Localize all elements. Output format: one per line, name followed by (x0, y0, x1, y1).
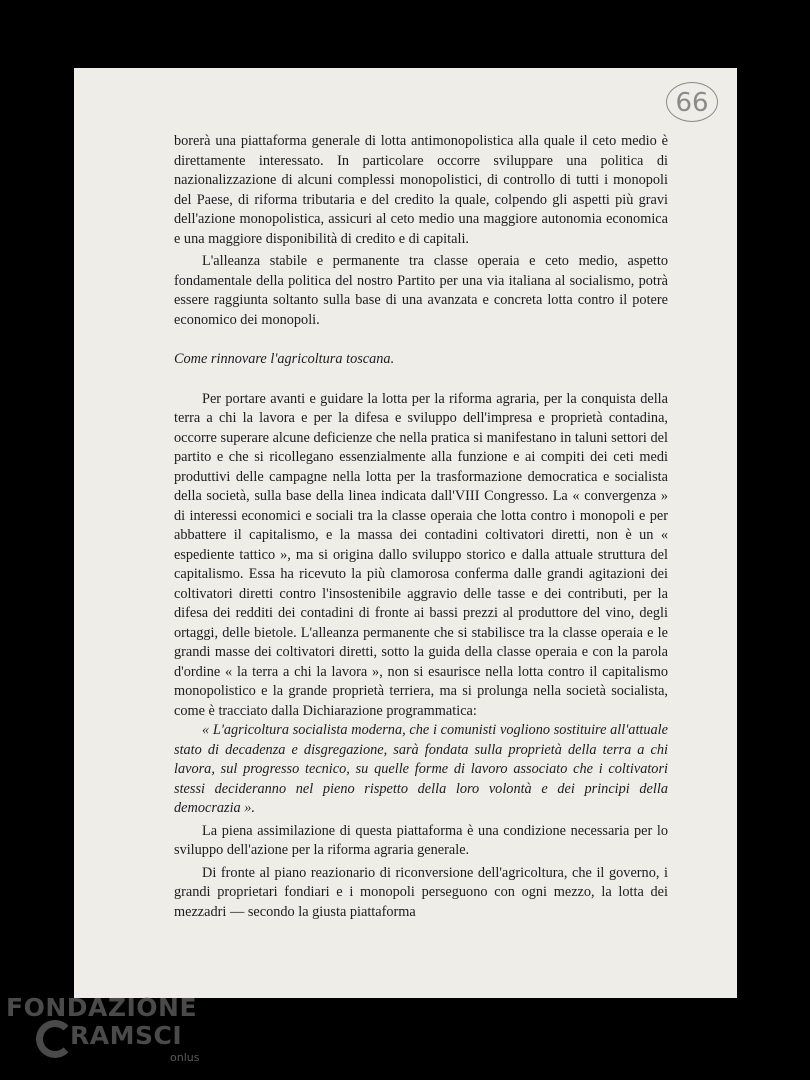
paragraph-4: La piena assimilazione di questa piattaforma è una condizione necessaria per lo sviluppo dell'azione per la riforma agraria generale. (174, 822, 668, 858)
fondazione-gramsci-logo (6, 993, 206, 1073)
quote-paragraph: « L'agricoltura socialista moderna, che i comunisti vogliono sostituire all'attuale stato di decadenza e disgregazione, sarà fondata sulla proprietà della terra a chi lavora, sul progresso tecnico, su quelle forme di lavoro associato che i coltivatori stessi decideranno nel pieno rispetto della loro volontà e dei principi della democrazia ». (174, 722, 668, 816)
document-page (74, 68, 737, 998)
logo-line-1: FONDAZIONE (6, 993, 198, 1022)
page-number: 66 (666, 82, 718, 122)
logo-g-icon (36, 1020, 74, 1058)
section-heading: Come rinnovare l'agricoltura toscana. (174, 351, 395, 367)
logo-line-2: RAMSCI (70, 1021, 183, 1050)
paragraph-1: borerà una piattaforma generale di lotta antimonopolistica alla quale il ceto medio è direttamente interessato. In particolare occorre sviluppare una politica di nazionalizzazione di alcuni complessi monopolistici, di controllo di tutti i monopoli del Paese, di riforma tributaria e del credito la quale, colpendo gli aspetti più gravi dell'azione monopolistica, assicuri al ceto medio una maggiore autonomia economica e una maggiore disponibilità di credito e di capitali. (174, 133, 668, 247)
logo-onlus: onlus (170, 1051, 200, 1064)
body-text (174, 132, 668, 922)
paragraph-5: Di fronte al piano reazionario di riconversione dell'agricoltura, che il governo, i grandi proprietari fondiari e i monopoli perseguono con ogni mezzo, la lotta dei mezzadri — secondo la giusta piattaforma (174, 864, 668, 920)
paragraph-3: Per portare avanti e guidare la lotta per la riforma agraria, per la conquista della terra a chi la lavora e per la difesa e sviluppo dell'impresa e proprietà contadina, occorre superare alcune deficienze che nella pratica si manifestano in taluni settori del partito e che si ricollegano essenzialmente alla funzione e ai compiti dei ceti medi produttivi delle campagne nella lotta per la trasformazione democratica e socialista della società, sulla base della linea indicata dall'VIII Congresso. La « convergenza » di interessi economici e sociali tra la classe operaia che lotta contro i monopoli e per abbattere il capitalismo, e la massa dei contadini coltivatori diretti, non è un « espediente tattico », ma si origina dallo sviluppo storico e dalla attuale struttura del capitalismo. Essa ha ricevuto la più clamorosa conferma dalle grandi agitazioni dei coltivatori diretti contro l'insostenibile aggravio delle tasse e dei contributi, per la difesa dei redditi dei contadini di fronte ai bassi prezzi al produttore del vino, degli ortaggi, delle bietole. L'alleanza permanente che si stabilisce tra la classe operaia e le grandi masse dei coltivatori diretti, sotto la guida della classe operaia e con la parola d'ordine « la terra a chi la lavora », non si esaurisce nella lotta contro il capitalismo monopolistico e la grande proprietà terriera, ma si prolunga nella società socialista, come è tracciato dalla Dichiarazione programmatica: (174, 390, 668, 719)
paragraph-2: L'alleanza stabile e permanente tra classe operaia e ceto medio, aspetto fondamentale della politica del nostro Partito per una via italiana al socialismo, potrà essere raggiunta soltanto sulla base di una avanzata e concreta lotta contro il potere economico dei monopoli. (174, 253, 668, 328)
